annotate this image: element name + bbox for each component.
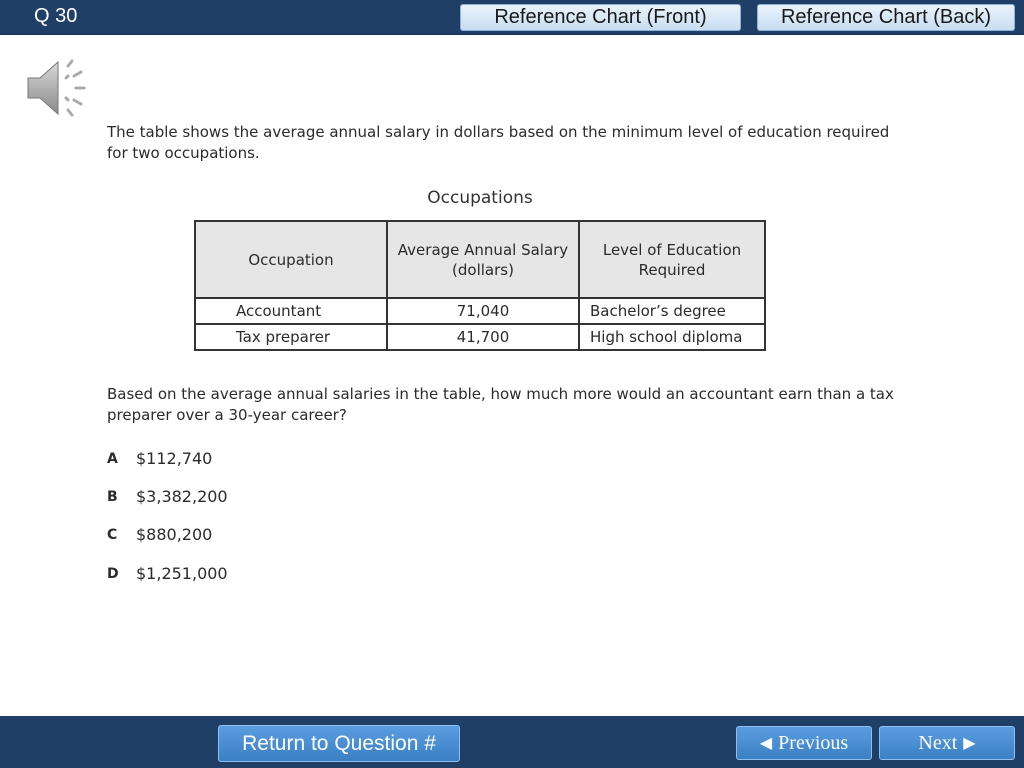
answer-choice-a[interactable]	[107, 449, 212, 468]
question-intro: The table shows the average annual salary in dollars based on the minimum level of education required for two occupations.	[107, 123, 890, 162]
occupations-table	[194, 220, 766, 351]
cell-education: High school diploma	[579, 324, 765, 350]
choice-letter: B	[107, 488, 118, 505]
table-title: Occupations	[427, 188, 533, 208]
cell-salary: 41,700	[387, 324, 579, 350]
question-number: Q 30	[34, 5, 78, 27]
header-occupation: Occupation	[195, 221, 387, 298]
table-row	[195, 298, 765, 324]
header-salary: Average Annual Salary (dollars)	[387, 221, 579, 298]
answer-choice-b[interactable]	[107, 487, 228, 506]
choice-text: $880,200	[136, 525, 213, 544]
answer-choice-d[interactable]	[107, 564, 228, 583]
left-triangle-icon: ◀	[759, 735, 773, 752]
previous-button[interactable]	[736, 726, 872, 760]
speaker-icon[interactable]	[24, 56, 96, 120]
choice-text: $112,740	[136, 449, 213, 468]
cell-occupation: Tax preparer	[195, 324, 387, 350]
right-triangle-icon: ▶	[963, 735, 976, 752]
next-label: Next	[918, 731, 958, 754]
return-to-question-button[interactable]: Return to Question #	[218, 725, 460, 762]
table-row	[195, 324, 765, 350]
top-bar	[0, 0, 1024, 35]
question-intro-block	[107, 122, 907, 164]
question-prompt: Based on the average annual salaries in the table, how much more would an accountant earn than a tax preparer over a 30-year career?	[107, 385, 894, 424]
cell-salary: 71,040	[387, 298, 579, 324]
next-button[interactable]	[879, 726, 1015, 760]
previous-label: Previous	[778, 731, 849, 754]
header-education: Level of Education Required	[579, 221, 765, 298]
cell-education: Bachelor’s degree	[579, 298, 765, 324]
choice-letter: D	[107, 565, 119, 582]
choice-letter: C	[107, 526, 118, 543]
answer-choice-c[interactable]	[107, 525, 212, 544]
choice-text: $1,251,000	[136, 564, 228, 583]
reference-chart-back-button[interactable]: Reference Chart (Back)	[757, 4, 1015, 31]
table-header-row	[195, 221, 765, 298]
choice-text: $3,382,200	[136, 487, 228, 506]
cell-occupation: Accountant	[195, 298, 387, 324]
choice-letter: A	[107, 450, 118, 467]
reference-chart-front-button[interactable]: Reference Chart (Front)	[460, 4, 741, 31]
